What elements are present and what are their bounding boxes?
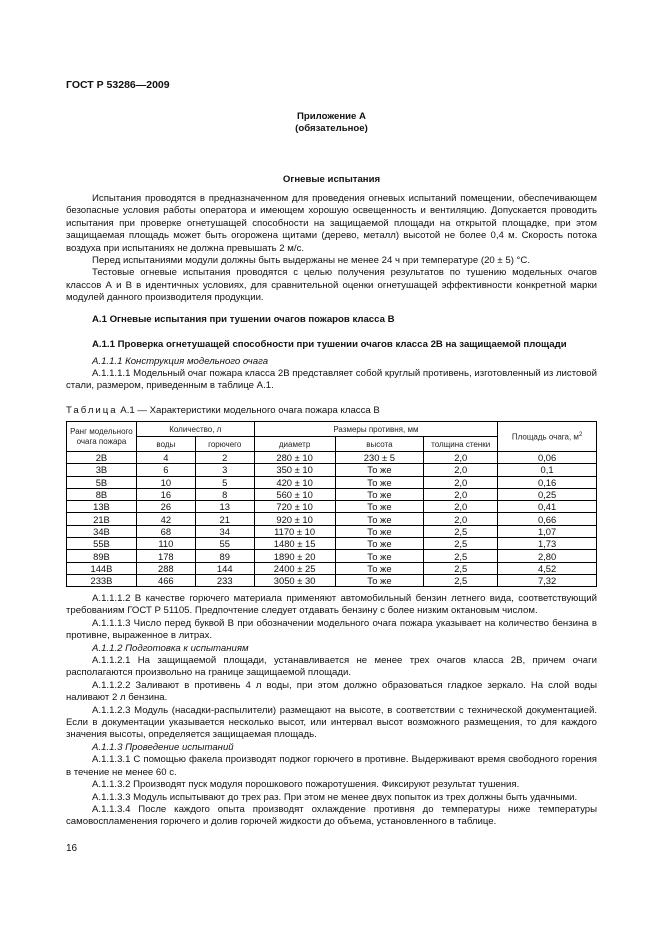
cell-rank: 34В [67, 525, 137, 537]
paragraph: Тестовые огневые испытания проводятся с целью получения результатов по тушению модельных очагов классов А и В в идентичных условиях, для сравнительной оценки огнетушащей эффективности конкретной марки модулей данного производителя продукции. [66, 267, 597, 304]
cell-thickness: 2,0 [424, 501, 498, 513]
cell-diameter: 920 ± 10 [254, 513, 335, 525]
table-row [67, 513, 597, 525]
table-row [67, 525, 597, 537]
cell-height: То же [335, 562, 424, 574]
cell-area: 0,06 [498, 452, 597, 464]
cell-area: 2,80 [498, 550, 597, 562]
cell-area: 1,07 [498, 525, 597, 537]
cell-height: То же [335, 464, 424, 476]
header-rank: Ранг модельного очага пожара [67, 422, 137, 452]
cell-area: 7,32 [498, 574, 597, 586]
cell-water: 6 [136, 464, 195, 476]
cell-height: То же [335, 574, 424, 586]
paragraph: А.1.1.2.1 На защищаемой площади, устанавливается не менее трех очагов класса 2В, причем очаги располагаются произвольно на границе защищаемой площади. [66, 655, 597, 679]
paragraph: А.1.1.3.2 Производят пуск модуля порошкового пожаротушения. Фиксируют результат тушения. [92, 779, 520, 791]
table-caption [66, 405, 597, 417]
header-quantity: Количество, л [136, 422, 254, 437]
cell-area: 0,25 [498, 488, 597, 500]
cell-fuel: 5 [195, 476, 254, 488]
cell-rank: 5В [67, 476, 137, 488]
cell-water: 68 [136, 525, 195, 537]
cell-height: То же [335, 488, 424, 500]
header-sizes: Размеры противня, мм [254, 422, 497, 437]
table-row [67, 501, 597, 513]
cell-diameter: 280 ± 10 [254, 452, 335, 464]
cell-water: 26 [136, 501, 195, 513]
table-row [67, 550, 597, 562]
characteristics-table [66, 421, 597, 587]
table-row [67, 574, 597, 586]
header-diameter: диаметр [254, 437, 335, 452]
section-title: Огневые испытания [282, 174, 381, 185]
cell-thickness: 2,0 [424, 464, 498, 476]
cell-fuel: 8 [195, 488, 254, 500]
cell-diameter: 3050 ± 30 [254, 574, 335, 586]
subsection-heading: А.1.1.2 Подготовка к испытаниям [92, 642, 249, 654]
cell-area: 4,52 [498, 562, 597, 574]
cell-rank: 13В [67, 501, 137, 513]
cell-water: 466 [136, 574, 195, 586]
cell-water: 4 [136, 452, 195, 464]
paragraph: А.1.1.3.3 Модуль испытывают до трех раз. При этом не менее двух попыток из трех должны быть удачными. [92, 791, 578, 803]
cell-thickness: 2,5 [424, 525, 498, 537]
cell-water: 16 [136, 488, 195, 500]
header-area-text: Площадь очага, м [511, 432, 579, 442]
header-height: высота [335, 437, 424, 452]
cell-fuel: 34 [195, 525, 254, 537]
cell-diameter: 1170 ± 10 [254, 525, 335, 537]
heading-a111: А.1.1.1 Конструкция модельного очага [92, 356, 269, 367]
cell-fuel: 3 [195, 464, 254, 476]
cell-water: 110 [136, 538, 195, 550]
paragraph: А.1.1.3.4 После каждого опыта производят охлаждение противня до температуры ниже температуры самовоспламенения горючего и долив горючей жидкости до объема, установленного в таблице. [66, 803, 597, 828]
cell-diameter: 1480 ± 15 [254, 538, 335, 550]
header-area-sup: 2 [578, 432, 583, 439]
cell-water: 288 [136, 562, 195, 574]
cell-rank: 8В [67, 488, 137, 500]
cell-fuel: 2 [195, 452, 254, 464]
cell-thickness: 2,5 [424, 550, 498, 562]
paragraph: А.1.1.3.1 С помощью факела производят поджог горючего в противне. Выдерживают время свободного горения в течение не менее 60 с. [66, 754, 597, 778]
paragraph: А.1.1.2.3 Модуль (насадки-распылители) размещают на высоте, в соответствии с технической документацией. Если в документации указывается несколько высот, или интервал высот возможного размещения, то для каждого значения высоты, определяется защищаемая площадь. [66, 704, 597, 741]
cell-height: То же [335, 538, 424, 550]
table-row [67, 538, 597, 550]
cell-height: То же [335, 513, 424, 525]
cell-water: 178 [136, 550, 195, 562]
appendix-status: (обязательное) [295, 123, 368, 134]
table-row [67, 476, 597, 488]
cell-water: 10 [136, 476, 195, 488]
cell-height: То же [335, 525, 424, 537]
cell-thickness: 2,0 [424, 452, 498, 464]
cell-rank: 21В [67, 513, 137, 525]
paragraph: А.1.1.1.1 Модельный очаг пожара класса 2В представляет собой круглый противень, изготовленный из листовой стали, размером, приведенным в таблице А.1. [66, 368, 597, 392]
subsection-heading: А.1.1.3 Проведение испытаний [92, 741, 234, 753]
cell-thickness: 2,0 [424, 513, 498, 525]
cell-rank: 233В [67, 574, 137, 586]
table-row [67, 452, 597, 464]
table-row [67, 562, 597, 574]
cell-water: 42 [136, 513, 195, 525]
cell-thickness: 2,0 [424, 488, 498, 500]
cell-height: То же [335, 476, 424, 488]
header-thickness: толщина стенки [424, 437, 498, 452]
heading-a1: А.1 Огневые испытания при тушении очагов пожаров класса В [92, 314, 395, 325]
header-fuel: горючего [195, 437, 254, 452]
header-water: воды [136, 437, 195, 452]
cell-thickness: 2,5 [424, 574, 498, 586]
table-caption-word: Таблица [66, 405, 118, 416]
cell-rank: 2В [67, 452, 137, 464]
cell-rank: 144В [67, 562, 137, 574]
paragraph: А.1.1.1.3 Число перед буквой В при обозначении модельного очага пожара указывает на количество бензина в противне, выраженное в литрах. [66, 617, 597, 642]
cell-diameter: 350 ± 10 [254, 464, 335, 476]
cell-area: 0,1 [498, 464, 597, 476]
cell-height: То же [335, 501, 424, 513]
cell-diameter: 720 ± 10 [254, 501, 335, 513]
page-number: 16 [66, 843, 78, 854]
cell-height: 230 ± 5 [335, 452, 424, 464]
cell-rank: 55В [67, 538, 137, 550]
paragraph: Испытания проводятся в предназначенном для проведения огневых испытаний помещении, обеспечивающем безопасные условия работы оператора и имеющем хорошую освещенность и вентиляцию. Допускается проводить испытания при проверке огнетушащей способности на защищаемой площади на открытой площадке, при этом защищаемая площадь может быть огорожена щитами (дерево, металл) высотой не более 0,4 м. Скорость потока воздуха при испытаниях не должна превышать 2 м/с. [66, 193, 597, 254]
cell-diameter: 420 ± 10 [254, 476, 335, 488]
standard-header: ГОСТ Р 53286—2009 [66, 79, 170, 91]
paragraph: А.1.1.2.2 Заливают в противень 4 л воды, при этом должно образоваться гладкое зеркало. На слой воды наливают 2 л бензина. [66, 679, 597, 704]
paragraph: Перед испытаниями модули должны быть выдержаны не менее 24 ч при температуре (20 ± 5) °С. [92, 255, 530, 267]
table-caption-text: А.1 — Характеристики модельного очага пожара класса В [120, 405, 380, 416]
header-area [498, 422, 597, 452]
cell-rank: 3В [67, 464, 137, 476]
intro-text [66, 193, 597, 305]
cell-thickness: 2,5 [424, 538, 498, 550]
paragraph: А.1.1.1.2 В качестве горючего материала применяют автомобильный бензин летнего вида, соответствующий требованиям ГОСТ Р 51105. Предпочтение следует отдавать бензину с более низким октановым числом. [66, 593, 597, 617]
cell-fuel: 21 [195, 513, 254, 525]
cell-fuel: 55 [195, 538, 254, 550]
cell-rank: 89В [67, 550, 137, 562]
cell-fuel: 233 [195, 574, 254, 586]
cell-area: 0,41 [498, 501, 597, 513]
heading-a11: А.1.1 Проверка огнетушащей способности при тушении очагов класса 2В на защищаемой площади [92, 339, 567, 350]
cell-area: 1,73 [498, 538, 597, 550]
cell-diameter: 2400 ± 25 [254, 562, 335, 574]
cell-thickness: 2,0 [424, 476, 498, 488]
cell-diameter: 560 ± 10 [254, 488, 335, 500]
cell-thickness: 2,5 [424, 562, 498, 574]
cell-area: 0,66 [498, 513, 597, 525]
appendix-title: Приложение А [297, 111, 366, 122]
cell-fuel: 13 [195, 501, 254, 513]
cell-height: То же [335, 550, 424, 562]
cell-fuel: 89 [195, 550, 254, 562]
cell-fuel: 144 [195, 562, 254, 574]
cell-diameter: 1890 ± 20 [254, 550, 335, 562]
cell-area: 0,16 [498, 476, 597, 488]
after-table-text [66, 593, 597, 829]
table-row [67, 464, 597, 476]
table-row [67, 488, 597, 500]
